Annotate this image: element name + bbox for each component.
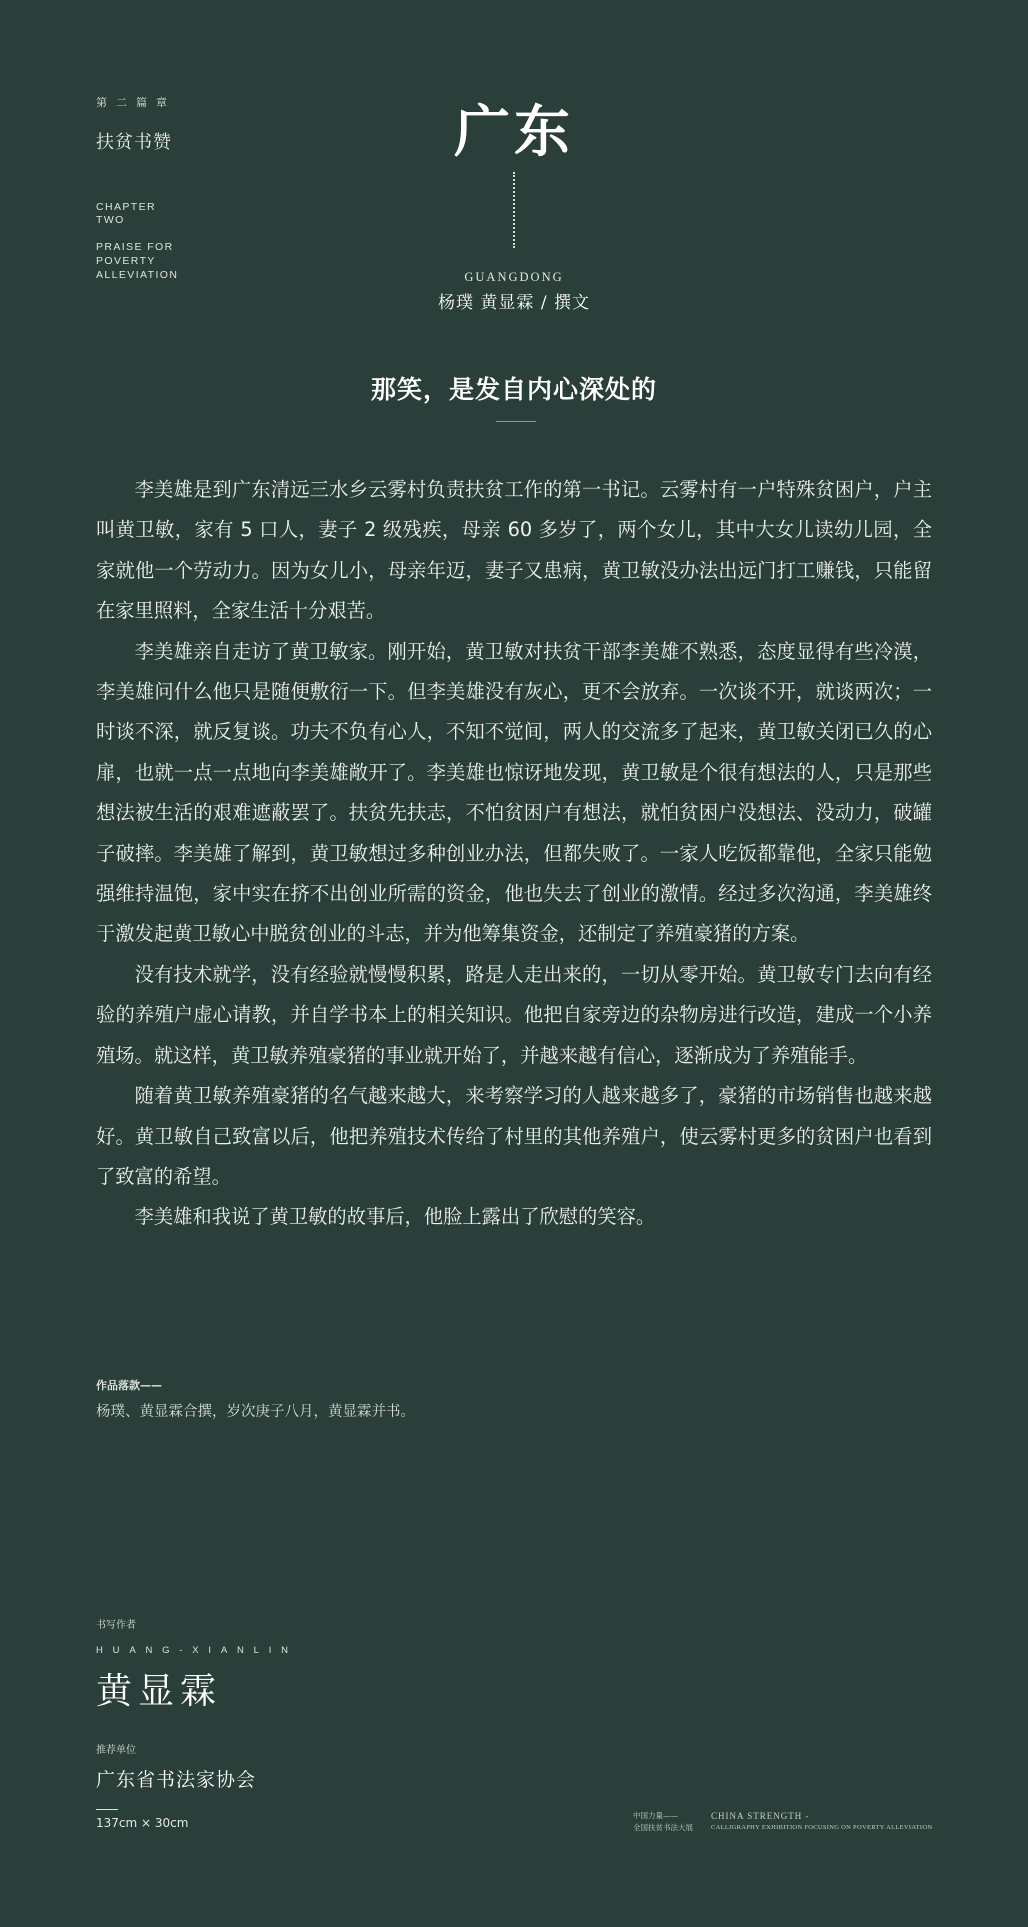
chapter-subtitle: 扶贫书赞 [96,132,172,153]
signature-label: 作品落款—— [96,1379,162,1392]
title-underline [496,421,536,422]
size-divider [96,1809,118,1810]
unit-label: 推荐单位 [96,1745,136,1756]
chapter-en-line: TWO [96,214,125,226]
article-paragraph: 李美雄亲自走访了黄卫敏家。刚开始，黄卫敏对扶贫干部李美雄不熟悉，态度显得有些冷漠，李美雄问什么他只是随便敷衍一下。但李美雄没有灰心，更不会放弃。一次谈不开，就谈两次；一时谈不深，就反复谈。功夫不负有心人，不知不觉间，两人的交流多了起来，黄卫敏关闭已久的心扉，也就一点一点地向李美雄敞开了。李美雄也惊讶地发现，黄卫敏是个很有想法的人，只是那些想法被生活的艰难遮蔽罢了。扶贫先扶志，不怕贫困户有想法，就怕贫困户没想法、没动力，破罐子破摔。李美雄了解到，黄卫敏想过多种创业办法，但都失败了。一家人吃饭都靠他，全家只能勉强维持温饱，家中实在挤不出创业所需的资金，他也失去了创业的激情。经过多次沟通，李美雄终于激发起黄卫敏心中脱贫创业的斗志，并为他筹集资金，还制定了养殖豪猪的方案。 [96,639,932,946]
writer-label: 书写作者 [96,1620,136,1631]
footer-cn-line: 全国扶贫书法大展 [633,1823,693,1832]
writer-pinyin: HUANG-XIANLIN [96,1645,298,1656]
article-paragraph: 随着黄卫敏养殖豪猪的名气越来越大，来考察学习的人越来越多了，豪猪的市场销售也越来越好。黄卫敏自己致富以后，他把养殖技术传给了村里的其他养殖户，使云雾村更多的贫困户也看到了致富的希望。 [96,1084,932,1188]
article-paragraph: 李美雄和我说了黄卫敏的故事后，他脸上露出了欣慰的笑容。 [134,1205,656,1229]
article-paragraph: 李美雄是到广东清远三水乡云雾村负责扶贫工作的第一书记。云雾村有一户特殊贫困户，户主叫黄卫敏，家有 5 口人，妻子 2 级残疾，母亲 60 多岁了，两个女儿，其中大女儿读幼儿园，全家就他一个劳动力。因为女儿小，母亲年迈，妻子又患病，黄卫敏没办法出远门打工赚钱，只能留在家里照料，全家生活十分艰苦。 [96,478,932,623]
writer-name: 黄显霖 [96,1671,223,1712]
artwork-size: 137cm × 30cm [96,1816,189,1830]
footer-en-title: CHINA STRENGTH - [711,1811,810,1821]
region-title: 广东 [454,99,574,165]
region-english: GUANGDONG [464,270,564,284]
praise-line: PRAISE FOR [96,241,174,253]
footer-en-subtitle: CALLIGRAPHY EXHIBITION FOCUSING ON POVERTY ALLEVIATION [711,1824,933,1831]
chapter-en-line: CHAPTER [96,201,156,213]
praise-line: POVERTY [96,255,156,267]
authors-line: 杨璞 黄显霖 / 撰文 [438,293,590,313]
article-title: 那笑，是发自内心深处的 [370,375,657,404]
dotted-divider [513,172,515,248]
chapter-number: 第二篇章 [96,96,176,109]
article-body [96,470,932,1238]
footer-cn-line: 中国力量—— [633,1811,678,1820]
signature-text: 杨璞、黄显霖合撰，岁次庚子八月，黄显霖并书。 [96,1404,415,1420]
unit-name: 广东省书法家协会 [96,1769,257,1791]
praise-line: ALLEVIATION [96,269,179,281]
article-paragraph: 没有技术就学，没有经验就慢慢积累，路是人走出来的，一切从零开始。黄卫敏专门去向有经验的养殖户虚心请教，并自学书本上的相关知识。他把自家旁边的杂物房进行改造，建成一个小养殖场。就这样，黄卫敏养殖豪猪的事业就开始了，并越来越有信心，逐渐成为了养殖能手。 [96,962,932,1067]
footer-chinese [633,1810,693,1834]
chapter-english [96,201,156,227]
footer-english [711,1810,932,1834]
